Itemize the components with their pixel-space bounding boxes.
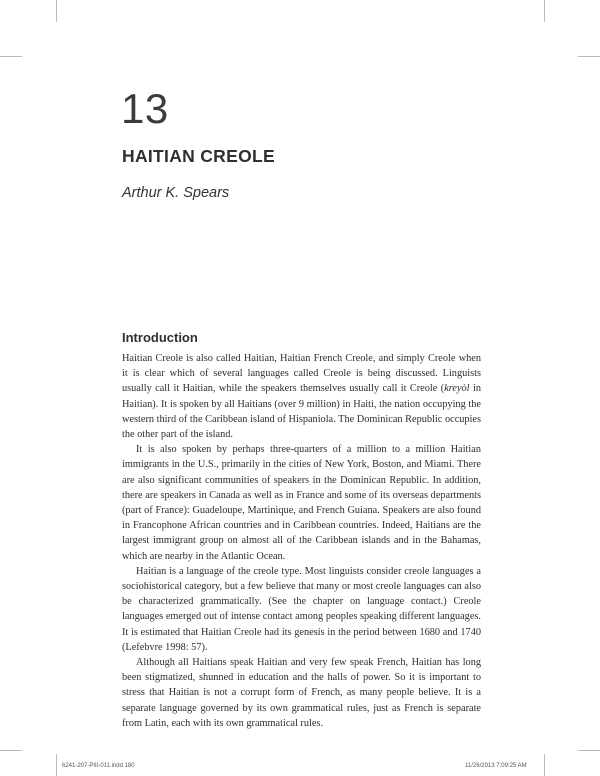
chapter-number: 13 [121,85,169,132]
crop-mark-right-top [578,56,600,57]
section-heading-introduction: Introduction [122,330,198,345]
chapter-title: HAITIAN CREOLE [122,146,275,166]
crop-mark-bottom-right [544,754,545,776]
paragraph-2: It is also spoken by perhaps three-quarters of a million to a million Haitian immigrants in the U.S., primarily in the cities of New York, Boston, and Miami. There are also significant communities of speakers in the Dominican Republic. In addition, there are speakers in Canada as well as in France and some of its overseas departments (part of France): Guadeloupe, Martinique, and French Guiana. Speakers are also found in Francophone African countries and in Caribbean countries. Indeed, Haitians are the largest immigrant group on almost all of the Caribbean islands and in the Bahamas, which are nearby in the Atlantic Ocean. [122,444,481,562]
body-text [122,351,481,731]
paragraph-3: Haitian is a language of the creole type. Most linguists consider creole languages a sociohistorical category, but a few believe that many or most creole languages can also be characterized grammatically. (See the chapter on language contact.) Creole languages emerged out of intense contact among peoples speaking different languages. It is estimated that Haitian Creole had its genesis in the period between 1680 and 1740 (Lefebvre 1998: 57). [122,565,481,653]
chapter-author: Arthur K. Spears [122,185,230,201]
footer-timestamp: 11/26/2013 7:09:25 AM [465,763,527,769]
paragraph-4: Although all Haitians speak Haitian and very few speak French, Haitian has long been stigmatized, shunned in education and the halls of power. So it is important to stress that Haitian is not a corrupt form of French, as many people believe. It is a separate language governed by its own grammatical rules, just as French is separate from Latin, each with its own grammatical rules. [122,657,481,729]
crop-mark-left-bottom [0,750,22,751]
crop-mark-bottom-left [56,754,57,776]
crop-mark-top-left [56,0,57,22]
paragraph-1 [122,351,481,442]
paragraph-1-term: kreyòl [444,383,470,395]
crop-mark-top-right [544,0,545,22]
crop-mark-right-bottom [578,750,600,751]
crop-mark-left-top [0,56,22,57]
paragraph-1-text-b: in Haitian). It is spoken by all Haitians (over 9 million) in Haiti, the nation occupying the western third of the Caribbean island of Hispaniola. The Dominican Republic occupies the other part of the island. [122,383,481,441]
paragraph-1-text-a: Haitian Creole is also called Haitian, Haitian French Creole, and simply Creole when it is clear which of several languages called Creole is being discussed. Linguists usually call it Haitian, while the speakers themselves usually call it Creole ( [122,353,481,395]
footer-file-info: 6241-207-PIII-011.indd 180 [62,763,135,769]
